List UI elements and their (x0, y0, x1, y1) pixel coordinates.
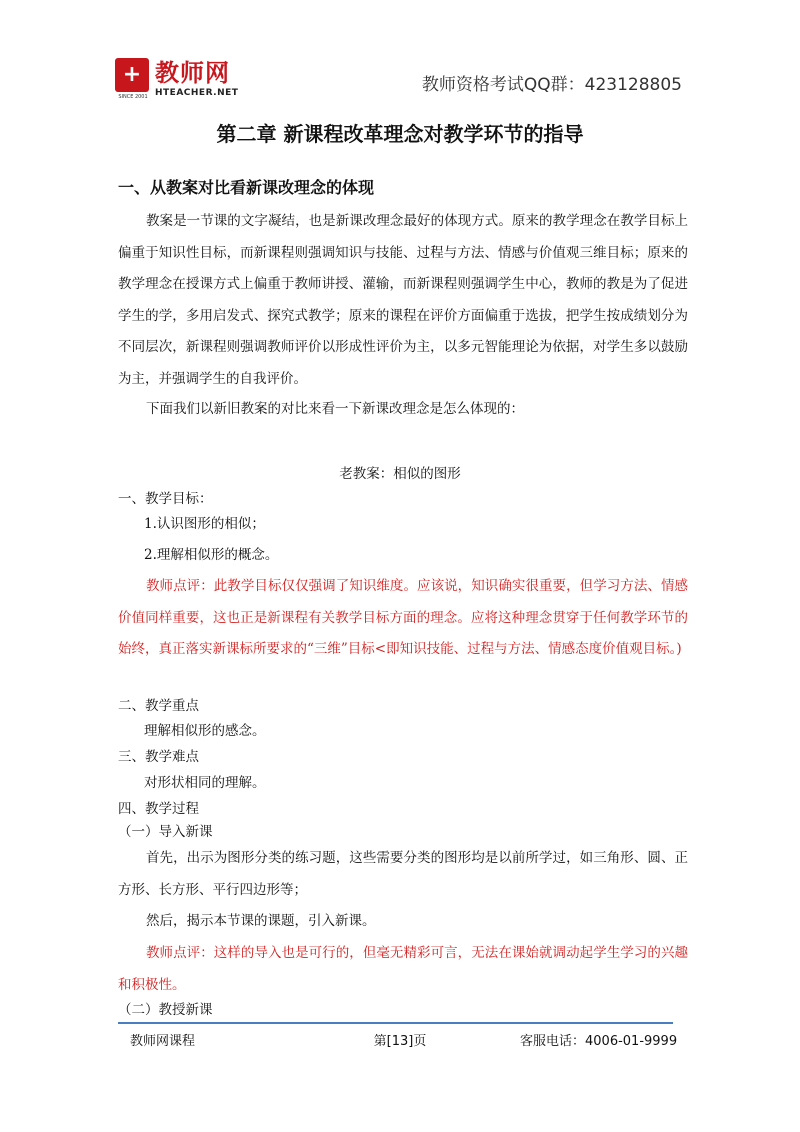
key-point-body: 理解相似形的感念。 (144, 723, 266, 739)
page-number: 第[13]页 (373, 1034, 427, 1049)
intro-step-1: 首先，出示为图形分类的练习题，这些需要分类的图形均是以前所学过，如三角形、圆、正方形、长方形、平行四边形等； (118, 850, 688, 898)
logo-since: SINCE 2001 (118, 94, 148, 100)
footer-divider (118, 1022, 673, 1024)
logo-chinese-name: 教师网 (155, 59, 230, 87)
transition-paragraph: 下面我们以新旧教案的对比来看一下新课改理念是怎么体现的： (146, 401, 524, 417)
key-point-heading: 二、教学重点 (118, 698, 199, 714)
intro-subheading: （一）导入新课 (118, 824, 213, 840)
intro-paragraph: 教案是一节课的文字凝结，也是新课改理念最好的体现方式。原来的教学理念在教学目标上偏重于知识性目标，而新课程则强调知识与技能、过程与方法、情感与价值观三维目标；原来的教学理念在授课方式上偏重于教师讲授、灌输，而新课程则强调学生中心，教师的教是为了促进学生的学，多用启发式、探究式教学；原来的课程在评价方面偏重于选拔，把学生按成绩划分为不同层次，新课程则强调教师评价以形成性评价为主，以多元智能理论为依据，对学生多以鼓励为主，并强调学生的自我评价。 (118, 213, 688, 387)
logo-english-name: HTEACHER.NET (155, 88, 239, 98)
goal-item-1: 1.认识图形的相似； (144, 516, 265, 532)
goal-item-2: 2.理解相似形的概念。 (144, 547, 279, 563)
section-heading: 一、从教案对比看新课改理念的体现 (118, 178, 375, 197)
intro-step-2: 然后，揭示本节课的课题，引入新课。 (146, 913, 376, 929)
footer-brand: 教师网课程 (130, 1034, 196, 1049)
site-logo (115, 58, 245, 102)
qq-group-info: 教师资格考试QQ群：423128805 (421, 75, 682, 95)
process-heading: 四、教学过程 (118, 801, 199, 817)
teacher-comment-1: 教师点评：此教学目标仅仅强调了知识维度。应该说，知识确实很重要，但学习方法、情感价值同样重要，这也正是新课程有关教学目标方面的理念。应将这种理念贯穿于任何教学环节的始终，真正落实新课标所要求的“三维”目标<即知识技能、过程与方法、情感态度价值观目标。) (118, 578, 688, 657)
difficulty-body: 对形状相同的理解。 (144, 775, 266, 791)
lesson-title: 老教案：相似的图形 (339, 466, 461, 482)
goal-heading: 一、教学目标： (118, 491, 213, 507)
service-phone: 客服电话：4006-01-9999 (520, 1034, 678, 1049)
logo-mark: + (115, 58, 149, 92)
difficulty-heading: 三、教学难点 (118, 749, 199, 765)
teaching-subheading: （二）教授新课 (118, 1002, 213, 1018)
teacher-comment-2: 教师点评：这样的导入也是可行的，但毫无精彩可言，无法在课始就调动起学生学习的兴趣和积极性。 (118, 945, 688, 993)
chapter-title: 第二章 新课程改革理念对教学环节的指导 (216, 122, 584, 146)
